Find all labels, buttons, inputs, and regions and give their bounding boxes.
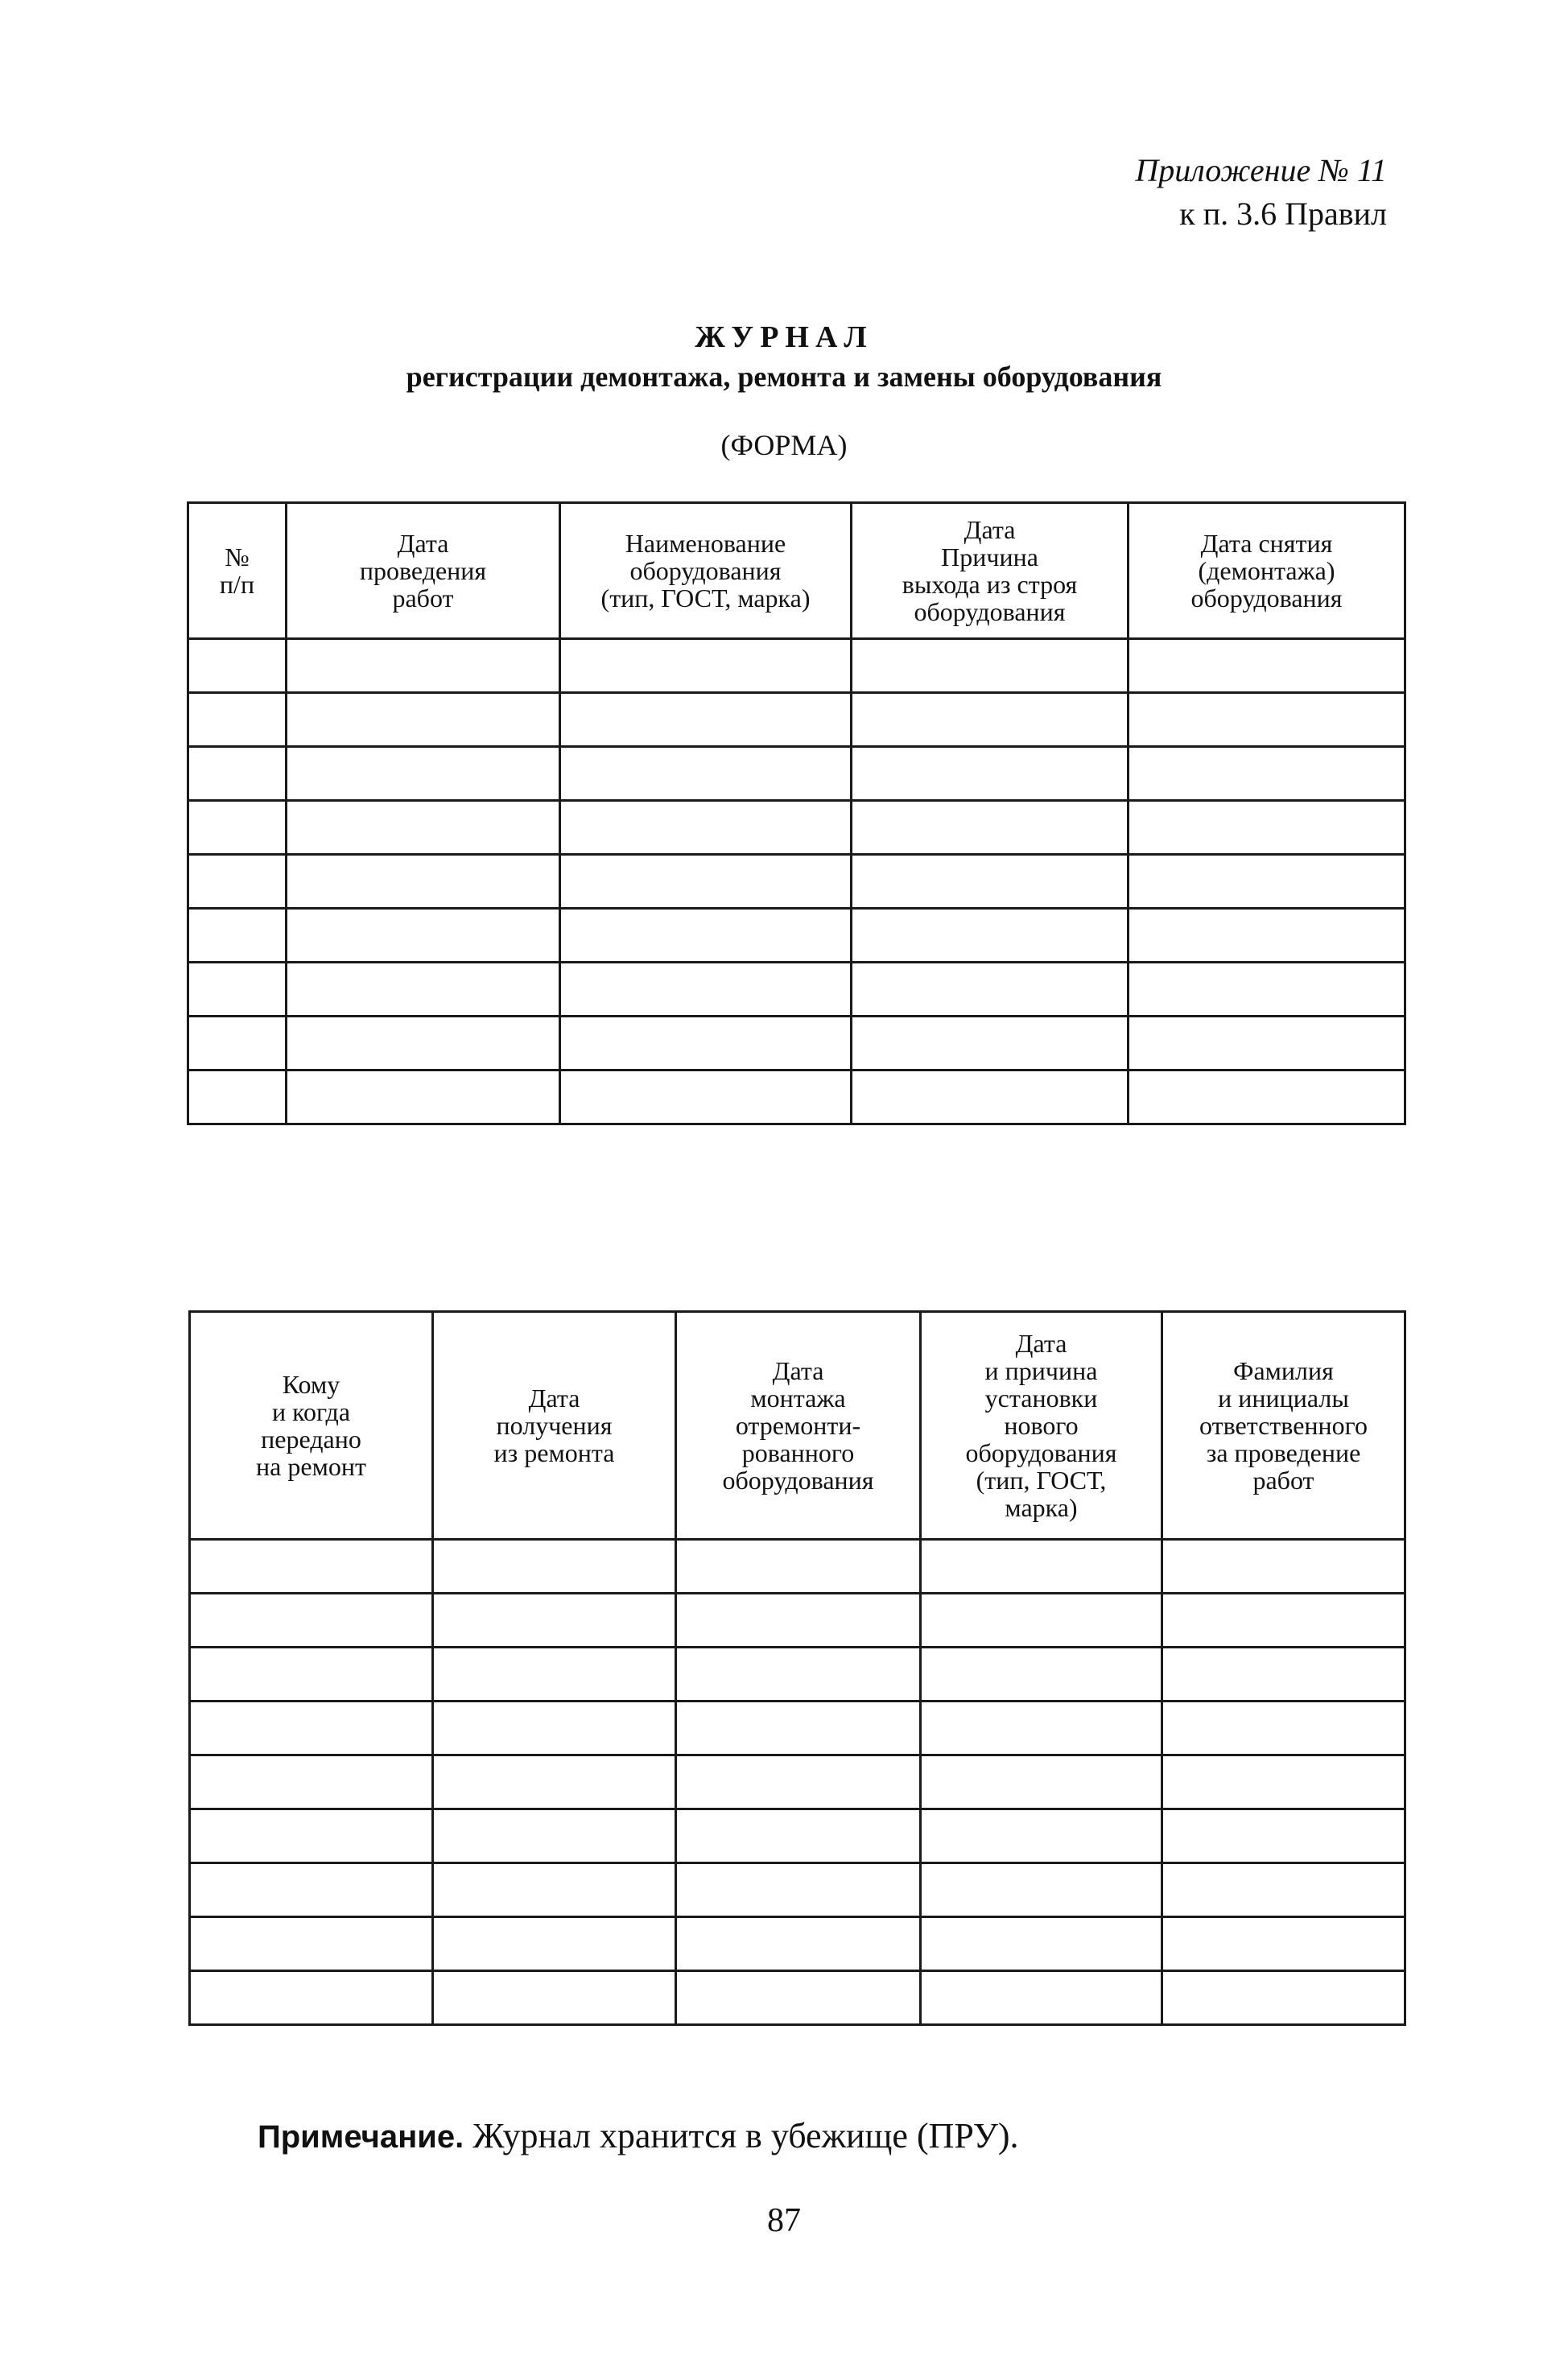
- table-row: [190, 1702, 1405, 1755]
- table-cell: [433, 1648, 676, 1702]
- table-row: [190, 1809, 1405, 1863]
- column-header: Дата получения из ремонта: [433, 1312, 676, 1540]
- table-cell: [190, 1648, 433, 1702]
- form-label: (ФОРМА): [720, 429, 848, 461]
- table-cell: [1129, 909, 1405, 963]
- table-cell: [921, 1809, 1162, 1863]
- table-cell: [1162, 1863, 1405, 1917]
- table-cell: [287, 693, 560, 747]
- table-cell: [287, 855, 560, 909]
- table-cell: [1129, 801, 1405, 855]
- table-cell: [676, 1755, 921, 1809]
- table-cell: [190, 1755, 433, 1809]
- table-cell: [852, 1070, 1129, 1124]
- table-cell: [921, 1755, 1162, 1809]
- table-row: [188, 747, 1405, 801]
- column-header: Дата монтажа отремонти- рованного оборудования: [676, 1312, 921, 1540]
- log-table-part-1: [187, 501, 1406, 1125]
- table-cell: [287, 1070, 560, 1124]
- table-cell: [190, 1971, 433, 2025]
- table-cell: [433, 1755, 676, 1809]
- table-row: [190, 1917, 1405, 1971]
- table-cell: [188, 639, 287, 693]
- note-text: Журнал хранится в убежище (ПРУ).: [464, 2116, 1019, 2155]
- table-cell: [188, 801, 287, 855]
- column-header: Кому и когда передано на ремонт: [190, 1312, 433, 1540]
- table-cell: [921, 1594, 1162, 1648]
- table-cell: [676, 1702, 921, 1755]
- table-row: [190, 1540, 1405, 1594]
- appendix-clause: к п. 3.6 Правил: [1179, 196, 1387, 232]
- table-row: [188, 855, 1405, 909]
- table-cell: [560, 855, 852, 909]
- column-header: № п/п: [188, 503, 287, 639]
- table-header-row: [188, 503, 1405, 639]
- table-cell: [1129, 693, 1405, 747]
- table-cell: [188, 855, 287, 909]
- document-title: ЖУРНАЛ: [695, 320, 873, 354]
- table-cell: [852, 855, 1129, 909]
- table-row: [188, 909, 1405, 963]
- table-cell: [1129, 855, 1405, 909]
- table-cell: [560, 1017, 852, 1070]
- column-header: Фамилия и инициалы ответственного за проведение работ: [1162, 1312, 1405, 1540]
- table-cell: [676, 1809, 921, 1863]
- table-cell: [433, 1863, 676, 1917]
- document-subtitle: регистрации демонтажа, ремонта и замены оборудования: [406, 361, 1162, 393]
- table-cell: [676, 1917, 921, 1971]
- table-row: [188, 1017, 1405, 1070]
- table-cell: [1162, 1917, 1405, 1971]
- table-cell: [921, 1702, 1162, 1755]
- table-header-row: [190, 1312, 1405, 1540]
- table-row: [190, 1594, 1405, 1648]
- table-cell: [1129, 639, 1405, 693]
- table-cell: [560, 801, 852, 855]
- table-cell: [287, 801, 560, 855]
- table-cell: [852, 801, 1129, 855]
- table-cell: [1129, 963, 1405, 1017]
- table-cell: [921, 1863, 1162, 1917]
- table-row: [190, 1648, 1405, 1702]
- table-cell: [921, 1917, 1162, 1971]
- page-number: 87: [767, 2202, 801, 2239]
- table-cell: [1129, 1070, 1405, 1124]
- table-cell: [921, 1971, 1162, 2025]
- table-cell: [852, 639, 1129, 693]
- table-cell: [1129, 747, 1405, 801]
- table-cell: [188, 909, 287, 963]
- table-cell: [1162, 1648, 1405, 1702]
- table-cell: [852, 1017, 1129, 1070]
- column-header: Наименование оборудования (тип, ГОСТ, марка): [560, 503, 852, 639]
- column-header: Дата Причина выхода из строя оборудования: [852, 503, 1129, 639]
- table-cell: [560, 963, 852, 1017]
- table-row: [190, 1755, 1405, 1809]
- table-cell: [287, 639, 560, 693]
- table-cell: [188, 1017, 287, 1070]
- table-row: [188, 1070, 1405, 1124]
- table-cell: [188, 963, 287, 1017]
- table-cell: [433, 1594, 676, 1648]
- table-cell: [676, 1648, 921, 1702]
- table-cell: [560, 747, 852, 801]
- table-cell: [676, 1971, 921, 2025]
- table-cell: [1162, 1540, 1405, 1594]
- table-cell: [190, 1540, 433, 1594]
- table-cell: [190, 1863, 433, 1917]
- table-cell: [190, 1594, 433, 1648]
- table-cell: [287, 1017, 560, 1070]
- column-header: Дата и причина установки нового оборудования (тип, ГОСТ, марка): [921, 1312, 1162, 1540]
- table-cell: [921, 1648, 1162, 1702]
- table-row: [188, 963, 1405, 1017]
- column-header: Дата снятия (демонтажа) оборудования: [1129, 503, 1405, 639]
- table-cell: [560, 693, 852, 747]
- table-cell: [676, 1540, 921, 1594]
- table-cell: [560, 639, 852, 693]
- table-row: [190, 1971, 1405, 2025]
- table-cell: [188, 747, 287, 801]
- appendix-number: Приложение № 11: [1135, 152, 1387, 188]
- table-cell: [1162, 1702, 1405, 1755]
- table-cell: [1162, 1971, 1405, 2025]
- table-row: [188, 801, 1405, 855]
- table-row: [188, 693, 1405, 747]
- table-cell: [1162, 1594, 1405, 1648]
- table-cell: [433, 1702, 676, 1755]
- table-cell: [921, 1540, 1162, 1594]
- table-cell: [1162, 1809, 1405, 1863]
- table-cell: [190, 1702, 433, 1755]
- table-cell: [560, 1070, 852, 1124]
- column-header: Дата проведения работ: [287, 503, 560, 639]
- appendix-reference: [1135, 149, 1387, 236]
- note: [258, 2114, 1019, 2159]
- table-cell: [287, 963, 560, 1017]
- table-cell: [852, 909, 1129, 963]
- log-table-part-2: [188, 1310, 1406, 2026]
- table-row: [188, 639, 1405, 693]
- table-cell: [433, 1809, 676, 1863]
- table-cell: [287, 909, 560, 963]
- table-cell: [676, 1594, 921, 1648]
- table-cell: [190, 1917, 433, 1971]
- table-cell: [1162, 1755, 1405, 1809]
- table-cell: [852, 747, 1129, 801]
- table-cell: [287, 747, 560, 801]
- table-cell: [190, 1809, 433, 1863]
- table-cell: [852, 963, 1129, 1017]
- document-title-block: [0, 318, 1568, 464]
- table-cell: [433, 1917, 676, 1971]
- table-cell: [852, 693, 1129, 747]
- note-label: Примечание.: [258, 2119, 464, 2155]
- table-cell: [433, 1971, 676, 2025]
- table-row: [190, 1863, 1405, 1917]
- table-cell: [560, 909, 852, 963]
- table-cell: [188, 693, 287, 747]
- table-cell: [1129, 1017, 1405, 1070]
- table-cell: [188, 1070, 287, 1124]
- table-cell: [433, 1540, 676, 1594]
- table-cell: [676, 1863, 921, 1917]
